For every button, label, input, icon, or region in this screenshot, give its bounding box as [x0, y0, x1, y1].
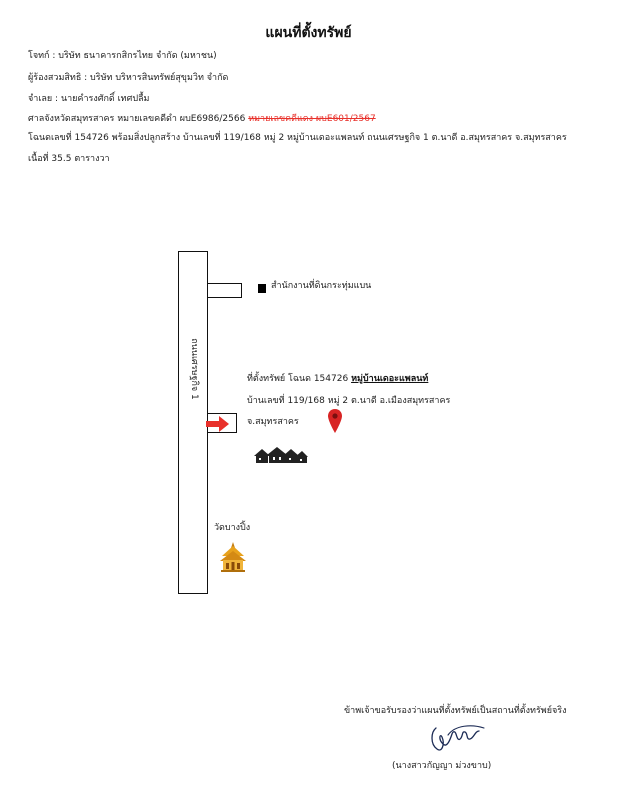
- court-case-red: หมายเลขคดีแดง ผบE601/2567: [248, 114, 376, 124]
- temple-icon: [220, 542, 246, 572]
- land-office-marker-icon: [258, 284, 266, 293]
- area-line: เนื้อที่ 35.5 ตารางวา: [28, 154, 110, 164]
- road: [178, 251, 208, 594]
- direction-arrow-icon: [205, 415, 231, 433]
- land-office-label: สำนักงานที่ดินกระทุ่มแบน: [271, 281, 372, 291]
- property-address: บ้านเลขที่ 119/168 หมู่ 2 ต.นาดี อ.เมืองสมุทรสาคร: [247, 396, 451, 406]
- document-title: แผนที่ตั้งทรัพย์: [265, 25, 352, 41]
- plaintiff-line: โจทก์ : บริษัท ธนาคารกสิกรไทย จำกัด (มหาชน): [28, 51, 217, 61]
- temple-label: วัดบางปิ้ง: [214, 523, 251, 533]
- court-case-black: ศาลจังหวัดสมุทรสาคร หมายเลขคดีดำ ผบE6986/2566: [28, 114, 246, 124]
- court-line: [28, 111, 376, 125]
- property-title: [247, 371, 428, 385]
- village-houses-icon: [253, 446, 309, 464]
- signature: [428, 722, 488, 756]
- location-pin-icon: [327, 408, 343, 434]
- deed-line: โฉนดเลขที่ 154726 พร้อมสิ่งปลูกสร้าง บ้านเลขที่ 119/168 หมู่ 2 หมู่บ้านเดอะแพลนท์ ถนนเศรษฐกิจ 1 ต.นาดี อ.สมุทรสาคร จ.สมุทรสาคร: [28, 133, 567, 143]
- land-office-building: [207, 283, 242, 298]
- defendant-line: จำเลย : นายคำรงศักดิ์ เทศปลื้ม: [28, 94, 150, 104]
- property-deed-label: ที่ตั้งทรัพย์ โฉนด 154726: [247, 374, 349, 384]
- claimant-line: ผู้ร้องสวมสิทธิ : บริษัท บริหารสินทรัพย์สุขุมวิท จำกัด: [28, 73, 229, 83]
- property-village-name: หมู่บ้านเดอะแพลนท์: [351, 374, 429, 384]
- property-province: จ.สมุทรสาคร: [247, 417, 299, 427]
- road-label: ถนนเศรษฐกิจ 1: [189, 338, 199, 400]
- signer-name: (นางสาวกัญญา ม่วงขาบ): [392, 761, 492, 771]
- certification-text: ข้าพเจ้าขอรับรองว่าแผนที่ตั้งทรัพย์เป็นสถานที่ตั้งทรัพย์จริง: [344, 706, 567, 716]
